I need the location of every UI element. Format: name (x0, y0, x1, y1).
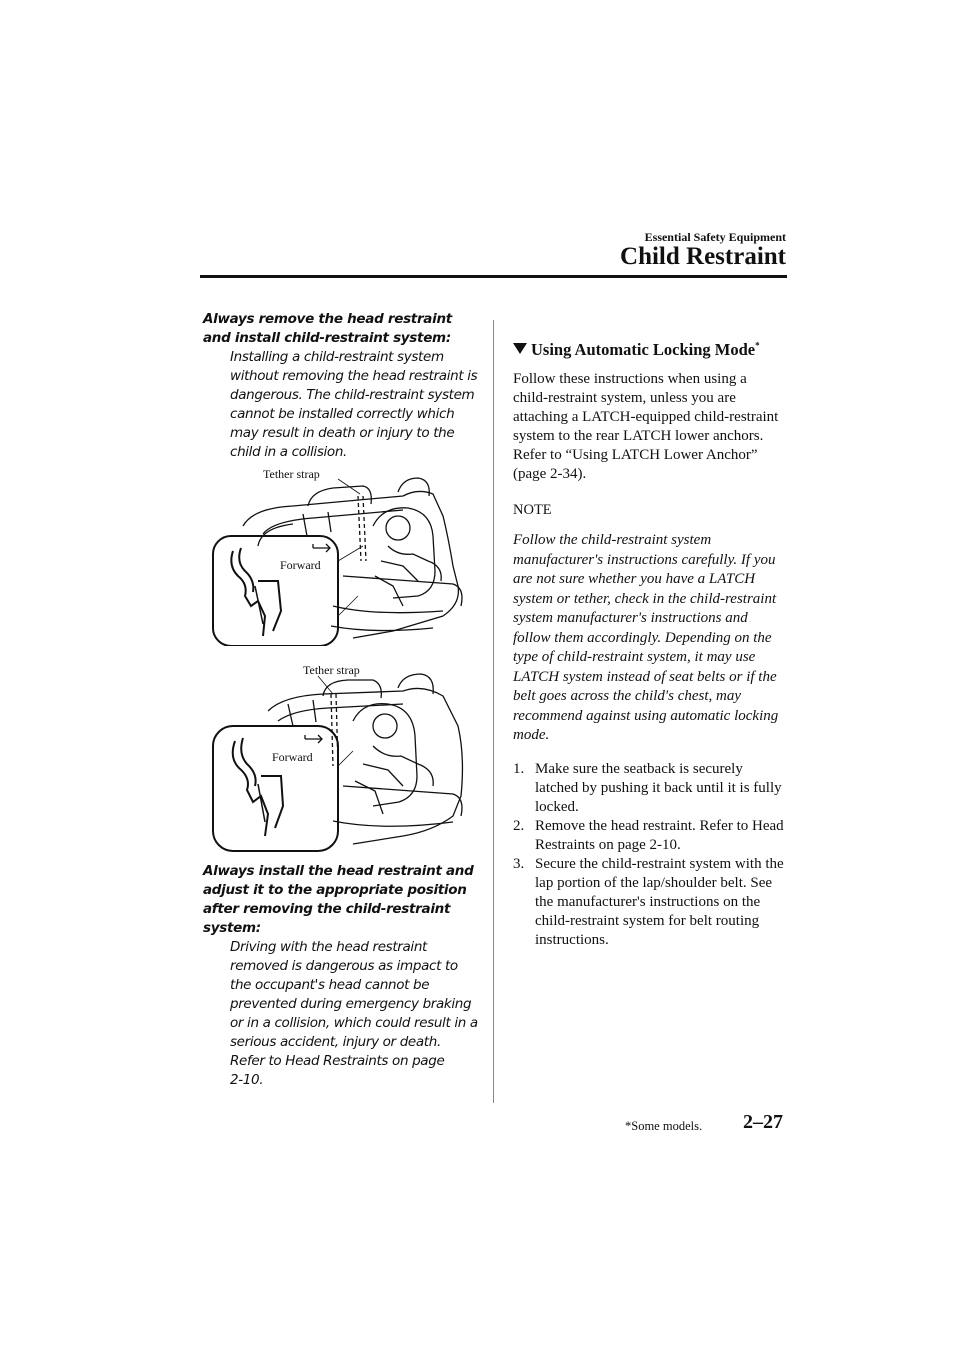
footnote-some-models: *Some models. (625, 1119, 703, 1133)
warning-reference: Refer to Head Restraints on page 2-10. (230, 1053, 445, 1088)
page-title: Child Restraint (620, 243, 786, 270)
some-models-mark: * (755, 340, 760, 351)
header-rule (200, 275, 787, 278)
subsection-heading (513, 340, 785, 360)
intro-paragraph: Follow these instructions when using a child-restraint system, unless you are attaching a LATCH-equipped child-restraint system to the rear LATCH lower anchors. Refer to “Using LATCH Lower Anchor” (page 2-34). (513, 371, 779, 482)
tether-strap-label-2: Tether strap (303, 666, 360, 677)
list-item: 2. Remove the head restraint. Refer to Head Restraints on page 2-10. (513, 817, 784, 853)
forward-label-2: Forward (272, 750, 313, 764)
left-column (203, 310, 481, 1090)
subsection-heading-text: Using Automatic Locking Mode (531, 340, 756, 359)
warning-text-remove: Installing a child-restraint system without removing the head restraint is dangerous. The child-restraint system cannot be installed correctly which may result in death or injury to the child in a collision. (230, 349, 478, 460)
steps-list (513, 760, 785, 950)
figure-tether-strap-1 (203, 466, 483, 646)
note-label: NOTE (513, 502, 552, 518)
forward-label-1: Forward (280, 558, 321, 572)
warning-text-install: Driving with the head restraint removed is dangerous as impact to the occupant's head cannot be prevented during emergency braking or in a collision, which could result in a serious accident, injury or death. (230, 939, 478, 1050)
list-item: 3. Secure the child-restraint system with the lap portion of the lap/shoulder belt. See the manufacturer's instructions on the child-restraint system for belt routing instructions. (513, 855, 784, 948)
warning-heading-remove: Always remove the head restraint and install child-restraint system: (203, 311, 452, 346)
page-number: 2–27 (743, 1111, 783, 1133)
list-item: 1. Make sure the seatback is securely latched by pushing it back until it is fully locked. (513, 760, 782, 815)
seat-illustration-2 (203, 666, 483, 856)
note-text: Follow the child-restraint system manufacturer's instructions carefully. If you are not sure whether you have a LATCH system or tether, check in the child-restraint system manufacturer's instructions and follow them accordingly. Depending on the type of child-restraint system, it may use LATCH system instead of seat belts or if the belt goes across the child's chest, may recommend against using automatic locking mode. (513, 532, 779, 743)
column-divider (493, 320, 494, 1103)
seat-illustration-1 (203, 466, 483, 646)
triangle-bullet-icon (513, 343, 527, 354)
warning-heading-install: Always install the head restraint and adjust it to the appropriate position after removing the child-restraint system: (203, 863, 474, 936)
right-column (513, 340, 785, 950)
section-label: Essential Safety Equipment (644, 230, 786, 244)
tether-strap-label-1: Tether strap (263, 467, 320, 481)
figure-tether-strap-2 (203, 666, 483, 856)
